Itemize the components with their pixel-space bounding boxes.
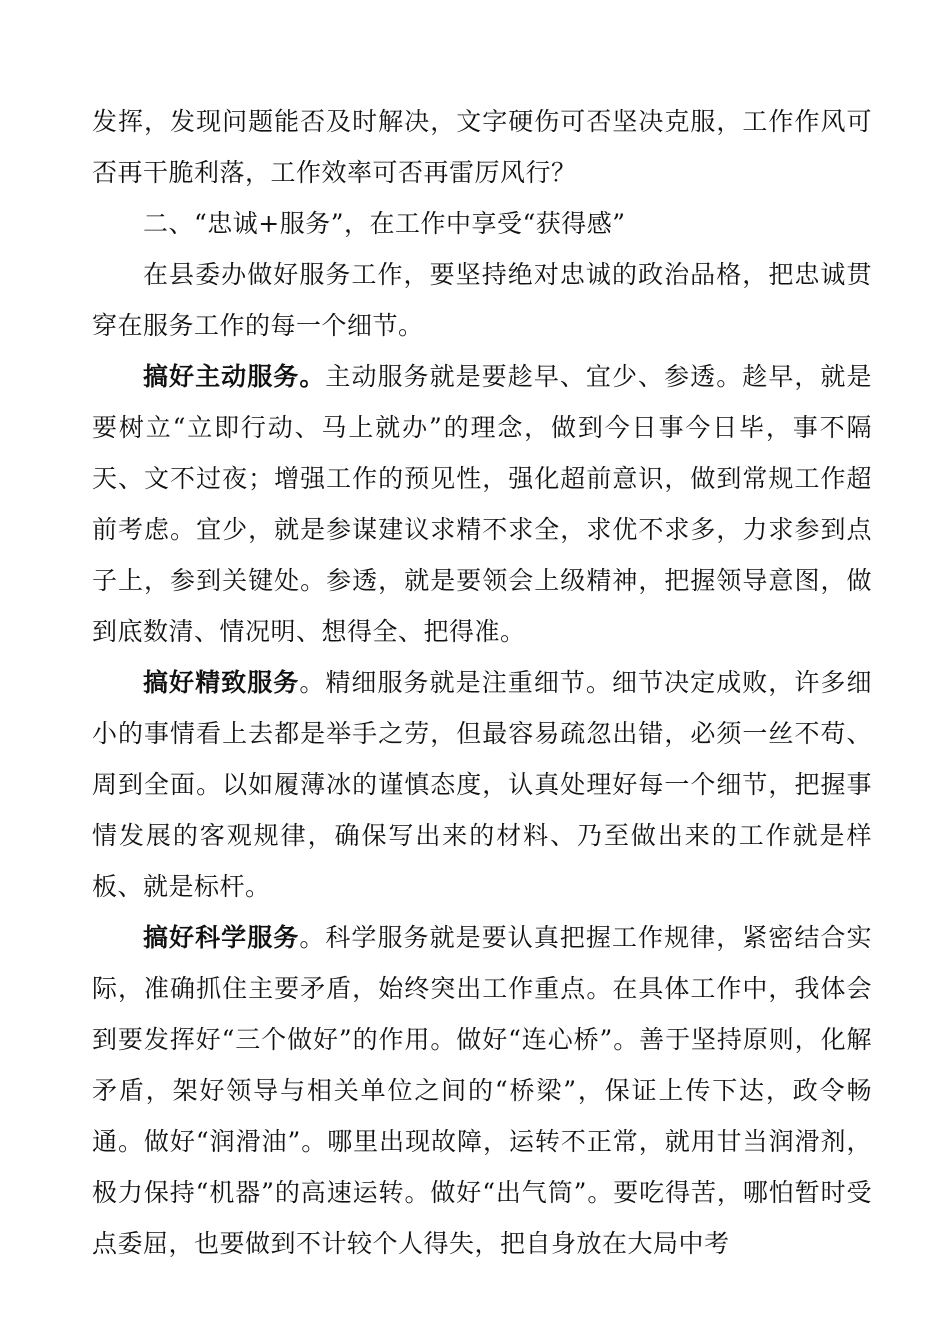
body-scientific-service: 。科学服务就是要认真把握工作规律，紧密结合实际，准确抓住主要矛盾，始终突出工作重点。在具体工作中，我体会到要发挥好“三个做好”的作用。做好“连心桥”。善于坚持原则，化解矛盾，架好领导与相关单位之间的“桥梁”，保证上传下达，政令畅通。做好“润滑油”。哪里出现故障，运转不正常，就用甘当润滑剂，极力保持“机器”的高速运转。做好“出气筒”。要吃得苦，哪怕暂时受点委屈，也要做到不计较个人得失，把自身放在大局中考: [92, 923, 872, 1258]
lead-proactive-service: 搞好主动服务。: [143, 362, 326, 391]
lead-refined-service: 搞好精致服务: [143, 668, 300, 697]
paragraph-proactive-service: [92, 351, 872, 657]
body-proactive-service: 主动服务就是要趁早、宜少、参透。趁早，就是要树立“立即行动、马上就办”的理念，做到今日事今日毕，事不隔天、文不过夜；增强工作的预见性，强化超前意识，做到常规工作超前考虑。宜少，就是参谋建议求精不求全，求优不求多，力求参到点子上，参到关键处。参透，就是要领会上级精神，把握领导意图，做到底数清、情况明、想得全、把得准。: [92, 362, 872, 646]
document-page: [92, 96, 872, 1269]
section-heading: 二、“忠诚+服务”，在工作中享受“获得感”: [143, 209, 626, 238]
body-refined-service: 。精细服务就是注重细节。细节决定成败，许多细小的事情看上去都是举手之劳，但最容易疏忽出错，必须一丝不苟、周到全面。以如履薄冰的谨慎态度，认真处理好每一个细节，把握事情发展的客观规律，确保写出来的材料、乃至做出来的工作就是样板、就是标杆。: [92, 668, 872, 901]
paragraph-continuation: 发挥，发现问题能否及时解决，文字硬伤可否坚决克服，工作作风可否再干脆利落，工作效率可否再雷厉风行？: [92, 107, 872, 187]
lead-scientific-service: 搞好科学服务: [143, 923, 300, 952]
paragraph-refined-service: [92, 657, 872, 912]
paragraph-scientific-service: [92, 912, 872, 1269]
paragraph-loyalty-intro: 在县委办做好服务工作，要坚持绝对忠诚的政治品格，把忠诚贯穿在服务工作的每一个细节。: [92, 260, 872, 340]
